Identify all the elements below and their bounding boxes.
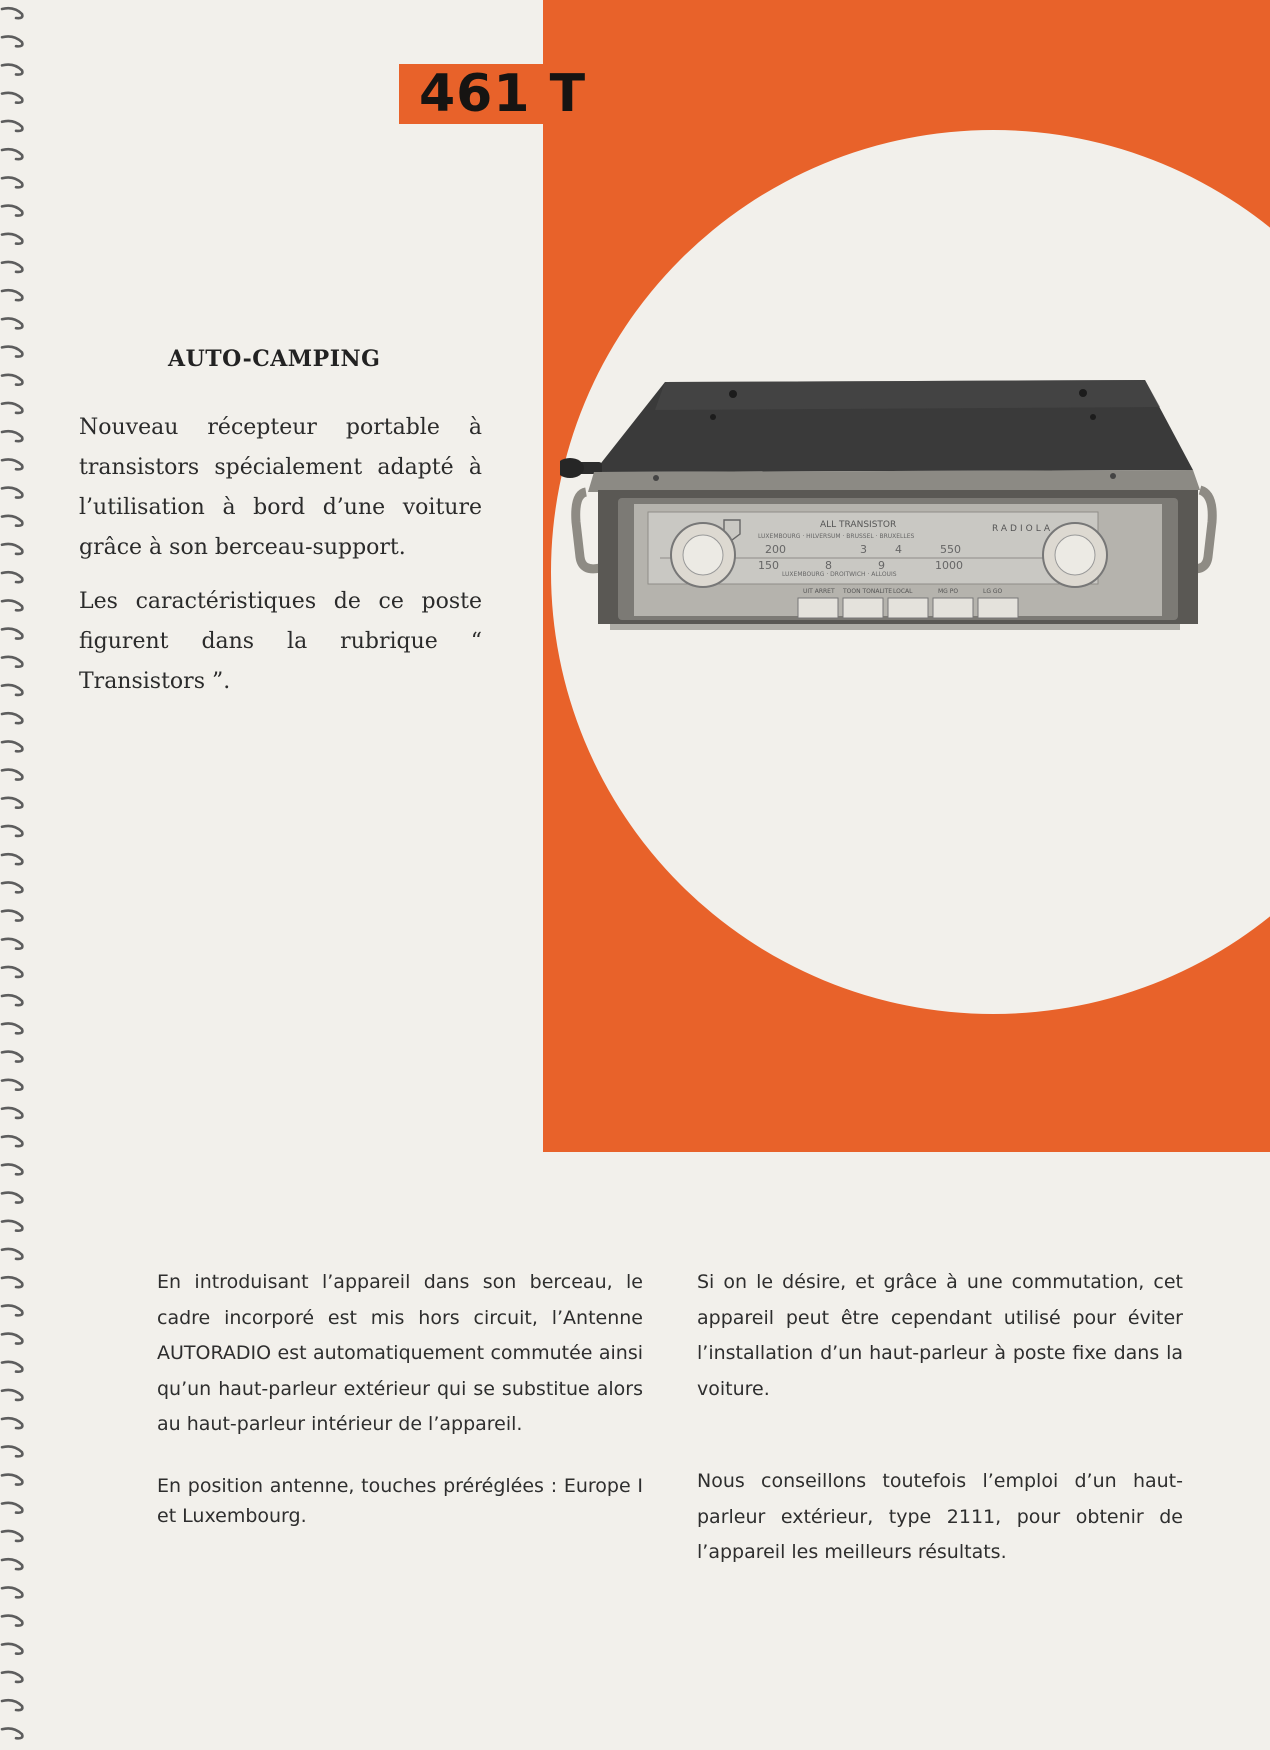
dial-label: ALL TRANSISTOR xyxy=(820,520,897,530)
binding-coil xyxy=(2,1277,22,1287)
binding-coil xyxy=(2,1390,22,1400)
binding-coil xyxy=(2,1475,22,1485)
tuning-knob xyxy=(671,523,735,587)
binding-coil xyxy=(2,1587,22,1597)
binding-coil xyxy=(2,1503,22,1513)
binding-coil xyxy=(2,1418,22,1428)
binding-coil xyxy=(2,1672,22,1682)
section-heading: AUTO-CAMPING xyxy=(168,346,381,372)
binding-coil xyxy=(2,1559,22,1569)
push-button xyxy=(933,598,973,618)
body-paragraph: En position antenne, touches préréglées : Europe I et Luxembourg. xyxy=(157,1474,643,1527)
button-label: UIT ARRET xyxy=(803,588,835,595)
binding-coil xyxy=(2,1700,22,1710)
binding-coil xyxy=(2,1193,22,1203)
binding-coil xyxy=(2,1305,22,1315)
dial-number: 150 xyxy=(758,559,779,572)
binding-coil xyxy=(2,1446,22,1456)
dial-number: 550 xyxy=(940,543,961,556)
binding-coil xyxy=(2,1334,22,1344)
body-paragraph: En introduisant l’appareil dans son berceau, le cadre incorporé est mis hors circuit, l’Antenne AUTORADIO est automatiquement commutée ainsi qu’un haut-parleur extérieur qui se substitue alors au haut-parleur intérieur de l’appareil. xyxy=(157,1271,643,1435)
body-paragraph: Si on le désire, et grâce à une commutation, cet appareil peut être cependant utilisé pour éviter l’installation d’un haut-parleur à poste fixe dans la voiture. xyxy=(697,1271,1183,1400)
binding-coil xyxy=(2,1221,22,1231)
dial-number: 3 xyxy=(860,543,867,556)
radio-photo xyxy=(560,372,1236,692)
binding-coil xyxy=(2,1164,22,1174)
dial-number: 200 xyxy=(765,543,786,556)
binding-coil xyxy=(2,1249,22,1259)
dial-number: 8 xyxy=(825,559,832,572)
binding-coil xyxy=(2,1616,22,1626)
dial-number: 4 xyxy=(895,543,902,556)
binding-coil xyxy=(2,1531,22,1541)
push-button xyxy=(888,598,928,618)
button-label: LOCAL xyxy=(893,588,913,595)
brand-label: RADIOLA xyxy=(992,524,1054,534)
station-names-bottom: LUXEMBOURG · DROITWICH · ALLOUIS xyxy=(782,571,897,578)
volume-knob xyxy=(1043,523,1107,587)
binding-coil xyxy=(2,1728,22,1738)
dial-number: 1000 xyxy=(935,559,963,572)
right-column xyxy=(697,1265,1183,1571)
dial-number: 9 xyxy=(878,559,885,572)
button-label: LG GO xyxy=(983,588,1003,595)
body-paragraph: Nous conseillons toutefois l’emploi d’un haut-parleur extérieur, type 2111, pour obtenir de l’appareil les meilleurs résultats. xyxy=(697,1470,1183,1563)
push-button xyxy=(978,598,1018,618)
station-names-top: LUXEMBOURG · HILVERSUM · BRUSSEL · BRUXELLES xyxy=(758,533,915,540)
intro-paragraph: Nouveau récepteur portable à transistors spécialement adapté à l’utilisation à bord d’une voiture grâce à son berceau-support. xyxy=(79,415,482,560)
push-button xyxy=(798,598,838,618)
binding-coil xyxy=(2,1362,22,1372)
button-label: MG PO xyxy=(938,588,959,595)
push-button xyxy=(843,598,883,618)
button-label: TOON TONALITE xyxy=(843,588,893,595)
intro-paragraph: Les caractéristiques de ce poste figurent dans la rubrique “ Transistors ”. xyxy=(79,589,482,694)
binding-coil xyxy=(2,1644,22,1654)
model-title: 461 T xyxy=(419,64,587,124)
left-column xyxy=(157,1265,643,1531)
